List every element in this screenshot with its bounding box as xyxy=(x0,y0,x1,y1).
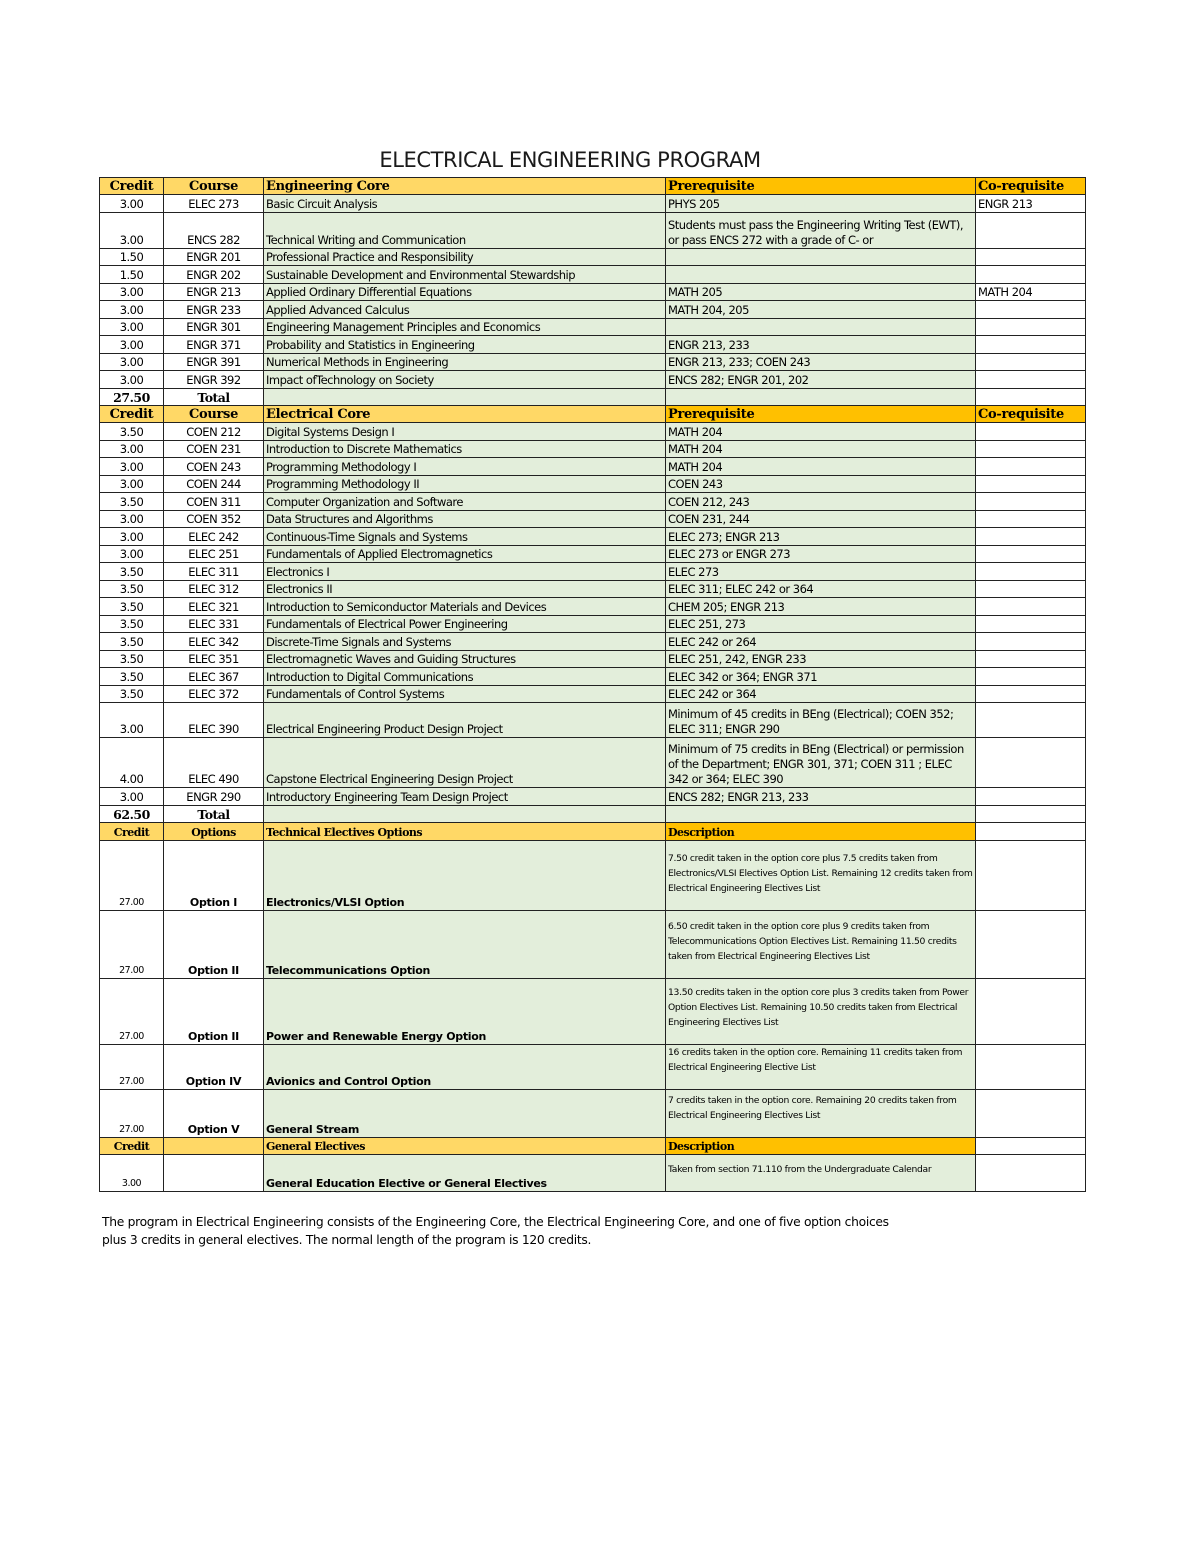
course-cell: ENGR 201 xyxy=(164,248,264,266)
empty-cell xyxy=(264,388,666,406)
header-corequisite: Co-requisite xyxy=(976,178,1086,195)
corequisite-cell xyxy=(976,510,1086,528)
course-cell: ENGR 213 xyxy=(164,283,264,301)
option-title-cell: Telecommunications Option xyxy=(264,910,666,978)
description-cell: 7.50 credit taken in the option core plus 7.5 credits taken from Electronics/VLSI Electives Option List. Remaining 12 credits taken from Electrical Engineering Electives List xyxy=(666,840,976,910)
credit-cell: 3.00 xyxy=(100,318,164,336)
credit-cell: 3.00 xyxy=(100,336,164,354)
empty-cell xyxy=(976,910,1086,978)
header-title: General Electives xyxy=(264,1137,666,1155)
total-credit: 27.50 xyxy=(100,388,164,406)
prerequisite-cell: ENCS 282; ENGR 201, 202 xyxy=(666,371,976,389)
course-row xyxy=(100,318,1086,336)
course-cell: ELEC 242 xyxy=(164,528,264,546)
page-title: ELECTRICAL ENGINEERING PROGRAM xyxy=(379,148,761,172)
corequisite-cell xyxy=(976,212,1086,248)
course-cell: ENGR 233 xyxy=(164,301,264,319)
prerequisite-cell: ELEC 273; ENGR 213 xyxy=(666,528,976,546)
course-row xyxy=(100,423,1086,441)
credit-cell: 27.00 xyxy=(100,1044,164,1089)
credit-cell: 27.00 xyxy=(100,978,164,1044)
course-cell: COEN 212 xyxy=(164,423,264,441)
course-row xyxy=(100,195,1086,213)
option-row xyxy=(100,978,1086,1044)
header-corequisite: Co-requisite xyxy=(976,406,1086,423)
option-cell: Option II xyxy=(164,978,264,1044)
corequisite-cell: ENGR 213 xyxy=(976,195,1086,213)
course-row xyxy=(100,598,1086,616)
prerequisite-cell: ELEC 273 xyxy=(666,563,976,581)
prerequisite-cell: MATH 204 xyxy=(666,423,976,441)
prerequisite-cell xyxy=(666,248,976,266)
prerequisite-cell: COEN 231, 244 xyxy=(666,510,976,528)
title-cell: Introduction to Discrete Mathematics xyxy=(264,440,666,458)
corequisite-cell xyxy=(976,493,1086,511)
prerequisite-cell: ELEC 273 or ENGR 273 xyxy=(666,545,976,563)
total-label: Total xyxy=(164,388,264,406)
corequisite-cell: MATH 204 xyxy=(976,283,1086,301)
course-row xyxy=(100,563,1086,581)
corequisite-cell xyxy=(976,563,1086,581)
course-cell: ELEC 490 xyxy=(164,738,264,788)
credit-cell: 27.00 xyxy=(100,840,164,910)
header-options xyxy=(164,1137,264,1155)
course-row xyxy=(100,668,1086,686)
header-description: Description xyxy=(666,1137,976,1155)
empty-cell xyxy=(976,978,1086,1044)
credit-cell: 3.00 xyxy=(100,371,164,389)
header-course: Course xyxy=(164,178,264,195)
title-cell: Numerical Methods in Engineering xyxy=(264,353,666,371)
header-credit: Credit xyxy=(100,406,164,423)
empty-cell xyxy=(976,1089,1086,1137)
section-header-row xyxy=(100,406,1086,423)
course-row xyxy=(100,266,1086,284)
course-row xyxy=(100,371,1086,389)
corequisite-cell xyxy=(976,301,1086,319)
prerequisite-cell: Minimum of 45 credits in BEng (Electrical); COEN 352; ELEC 311; ENGR 290 xyxy=(666,703,976,738)
course-cell: ENGR 202 xyxy=(164,266,264,284)
corequisite-cell xyxy=(976,248,1086,266)
course-row xyxy=(100,440,1086,458)
course-row xyxy=(100,458,1086,476)
empty-cell xyxy=(976,1137,1086,1155)
option-cell xyxy=(164,1155,264,1192)
option-title-cell: General Education Elective or General Electives xyxy=(264,1155,666,1192)
course-row xyxy=(100,493,1086,511)
credit-cell: 3.50 xyxy=(100,493,164,511)
corequisite-cell xyxy=(976,615,1086,633)
prerequisite-cell: ENGR 213, 233; COEN 243 xyxy=(666,353,976,371)
credit-cell: 3.50 xyxy=(100,668,164,686)
course-cell: ELEC 311 xyxy=(164,563,264,581)
header-options: Options xyxy=(164,823,264,841)
course-cell: ENGR 290 xyxy=(164,788,264,806)
empty-cell xyxy=(976,1155,1086,1192)
credit-cell: 3.00 xyxy=(100,545,164,563)
prerequisite-cell: MATH 205 xyxy=(666,283,976,301)
option-cell: Option II xyxy=(164,910,264,978)
course-row xyxy=(100,788,1086,806)
course-row xyxy=(100,528,1086,546)
prerequisite-cell: Students must pass the Engineering Writing Test (EWT), or pass ENCS 272 with a grade of C- or xyxy=(666,212,976,248)
footnote-line: plus 3 credits in general electives. The normal length of the program is 120 credits. xyxy=(102,1233,592,1247)
section-header-row xyxy=(100,823,1086,841)
course-cell: ENGR 391 xyxy=(164,353,264,371)
corequisite-cell xyxy=(976,528,1086,546)
title-cell: Data Structures and Algorithms xyxy=(264,510,666,528)
corequisite-cell xyxy=(976,353,1086,371)
corequisite-cell xyxy=(976,336,1086,354)
credit-cell: 3.00 xyxy=(100,475,164,493)
prerequisite-cell: ELEC 242 or 364 xyxy=(666,685,976,703)
title-cell: Electronics II xyxy=(264,580,666,598)
option-title-cell: General Stream xyxy=(264,1089,666,1137)
prerequisite-cell: Minimum of 75 credits in BEng (Electrical) or permission of the Department; ENGR 301, 371; COEN 311 ; ELEC 342 or 364; ELEC 390 xyxy=(666,738,976,788)
header-description: Description xyxy=(666,823,976,841)
course-cell: ENCS 282 xyxy=(164,212,264,248)
program-table xyxy=(99,177,1086,1192)
title-cell: Applied Ordinary Differential Equations xyxy=(264,283,666,301)
title-cell: Electronics I xyxy=(264,563,666,581)
credit-cell: 3.00 xyxy=(100,458,164,476)
total-label: Total xyxy=(164,805,264,823)
title-cell: Discrete-Time Signals and Systems xyxy=(264,633,666,651)
course-cell: COEN 244 xyxy=(164,475,264,493)
title-cell: Fundamentals of Control Systems xyxy=(264,685,666,703)
description-cell: 16 credits taken in the option core. Remaining 11 credits taken from Electrical Engineering Elective List xyxy=(666,1044,976,1089)
credit-cell: 3.50 xyxy=(100,598,164,616)
option-title-cell: Electronics/VLSI Option xyxy=(264,840,666,910)
course-cell: ELEC 372 xyxy=(164,685,264,703)
corequisite-cell xyxy=(976,440,1086,458)
title-cell: Sustainable Development and Environmental Stewardship xyxy=(264,266,666,284)
section-header-row xyxy=(100,178,1086,195)
option-row xyxy=(100,1155,1086,1192)
prerequisite-cell: MATH 204, 205 xyxy=(666,301,976,319)
header-prerequisite: Prerequisite xyxy=(666,178,976,195)
credit-cell: 3.50 xyxy=(100,633,164,651)
empty-cell xyxy=(976,1044,1086,1089)
corequisite-cell xyxy=(976,318,1086,336)
prerequisite-cell xyxy=(666,318,976,336)
course-row xyxy=(100,545,1086,563)
corequisite-cell xyxy=(976,668,1086,686)
credit-cell: 27.00 xyxy=(100,910,164,978)
title-cell: Capstone Electrical Engineering Design Project xyxy=(264,738,666,788)
header-title: Engineering Core xyxy=(264,178,666,195)
credit-cell: 3.50 xyxy=(100,563,164,581)
title-cell: Electromagnetic Waves and Guiding Structures xyxy=(264,650,666,668)
prerequisite-cell xyxy=(666,266,976,284)
course-cell: COEN 231 xyxy=(164,440,264,458)
prerequisite-cell: ENCS 282; ENGR 213, 233 xyxy=(666,788,976,806)
corequisite-cell xyxy=(976,738,1086,788)
credit-cell: 3.00 xyxy=(100,1155,164,1192)
empty-cell xyxy=(264,805,666,823)
title-cell: Computer Organization and Software xyxy=(264,493,666,511)
corequisite-cell xyxy=(976,685,1086,703)
course-row xyxy=(100,633,1086,651)
description-cell: 13.50 credits taken in the option core plus 3 credits taken from Power Option Electives List. Remaining 10.50 credits taken from Electrical Engineering Electives List xyxy=(666,978,976,1044)
course-cell: ELEC 331 xyxy=(164,615,264,633)
credit-cell: 3.00 xyxy=(100,788,164,806)
total-row xyxy=(100,388,1086,406)
option-cell: Option V xyxy=(164,1089,264,1137)
course-cell: ENGR 301 xyxy=(164,318,264,336)
corequisite-cell xyxy=(976,266,1086,284)
corequisite-cell xyxy=(976,545,1086,563)
course-row xyxy=(100,650,1086,668)
empty-cell xyxy=(976,805,1086,823)
title-cell: Probability and Statistics in Engineering xyxy=(264,336,666,354)
title-cell: Fundamentals of Applied Electromagnetics xyxy=(264,545,666,563)
corequisite-cell xyxy=(976,580,1086,598)
option-row xyxy=(100,1089,1086,1137)
prerequisite-cell: ENGR 213, 233 xyxy=(666,336,976,354)
empty-cell xyxy=(976,840,1086,910)
empty-cell xyxy=(666,805,976,823)
empty-cell xyxy=(976,388,1086,406)
credit-cell: 1.50 xyxy=(100,266,164,284)
corequisite-cell xyxy=(976,598,1086,616)
title-cell: Professional Practice and Responsibility xyxy=(264,248,666,266)
title-cell: Electrical Engineering Product Design Project xyxy=(264,703,666,738)
prerequisite-cell: ELEC 251, 242, ENGR 233 xyxy=(666,650,976,668)
header-credit: Credit xyxy=(100,823,164,841)
title-cell: Basic Circuit Analysis xyxy=(264,195,666,213)
credit-cell: 3.00 xyxy=(100,283,164,301)
course-row xyxy=(100,685,1086,703)
credit-cell: 3.00 xyxy=(100,510,164,528)
credit-cell: 27.00 xyxy=(100,1089,164,1137)
prerequisite-cell: COEN 243 xyxy=(666,475,976,493)
description-cell: 7 credits taken in the option core. Remaining 20 credits taken from Electrical Engineering Electives List xyxy=(666,1089,976,1137)
corequisite-cell xyxy=(976,371,1086,389)
credit-cell: 3.00 xyxy=(100,195,164,213)
title-cell: Programming Methodology II xyxy=(264,475,666,493)
title-cell: Impact ofTechnology on Society xyxy=(264,371,666,389)
course-row xyxy=(100,248,1086,266)
program-footnote xyxy=(102,1213,1002,1249)
option-title-cell: Avionics and Control Option xyxy=(264,1044,666,1089)
title-cell: Continuous-Time Signals and Systems xyxy=(264,528,666,546)
course-cell: ENGR 371 xyxy=(164,336,264,354)
header-title: Electrical Core xyxy=(264,406,666,423)
option-row xyxy=(100,1044,1086,1089)
credit-cell: 3.50 xyxy=(100,580,164,598)
course-row xyxy=(100,703,1086,738)
prerequisite-cell: ELEC 242 or 264 xyxy=(666,633,976,651)
corequisite-cell xyxy=(976,650,1086,668)
prerequisite-cell: COEN 212, 243 xyxy=(666,493,976,511)
description-cell: Taken from section 71.110 from the Undergraduate Calendar xyxy=(666,1155,976,1192)
credit-cell: 3.00 xyxy=(100,212,164,248)
title-cell: Engineering Management Principles and Economics xyxy=(264,318,666,336)
course-cell: ELEC 342 xyxy=(164,633,264,651)
corequisite-cell xyxy=(976,423,1086,441)
option-cell: Option IV xyxy=(164,1044,264,1089)
course-row xyxy=(100,738,1086,788)
header-credit: Credit xyxy=(100,1137,164,1155)
course-cell: ELEC 351 xyxy=(164,650,264,668)
course-row xyxy=(100,510,1086,528)
prerequisite-cell: ELEC 342 or 364; ENGR 371 xyxy=(666,668,976,686)
course-row xyxy=(100,336,1086,354)
corequisite-cell xyxy=(976,475,1086,493)
empty-cell xyxy=(666,388,976,406)
prerequisite-cell: ELEC 311; ELEC 242 or 364 xyxy=(666,580,976,598)
credit-cell: 3.00 xyxy=(100,353,164,371)
course-row xyxy=(100,283,1086,301)
course-cell: ENGR 392 xyxy=(164,371,264,389)
course-cell: COEN 243 xyxy=(164,458,264,476)
credit-cell: 4.00 xyxy=(100,738,164,788)
header-title: Technical Electives Options xyxy=(264,823,666,841)
course-cell: ELEC 367 xyxy=(164,668,264,686)
course-row xyxy=(100,301,1086,319)
total-credit: 62.50 xyxy=(100,805,164,823)
credit-cell: 3.00 xyxy=(100,528,164,546)
prerequisite-cell: MATH 204 xyxy=(666,458,976,476)
option-row xyxy=(100,910,1086,978)
course-cell: ELEC 273 xyxy=(164,195,264,213)
title-cell: Fundamentals of Electrical Power Engineering xyxy=(264,615,666,633)
total-row xyxy=(100,805,1086,823)
option-row xyxy=(100,840,1086,910)
credit-cell: 3.00 xyxy=(100,703,164,738)
credit-cell: 1.50 xyxy=(100,248,164,266)
credit-cell: 3.00 xyxy=(100,440,164,458)
footnote-line: The program in Electrical Engineering consists of the Engineering Core, the Electrical Engineering Core, and one of five option choices xyxy=(102,1215,889,1229)
course-cell: COEN 311 xyxy=(164,493,264,511)
header-course: Course xyxy=(164,406,264,423)
course-row xyxy=(100,615,1086,633)
course-row xyxy=(100,353,1086,371)
corequisite-cell xyxy=(976,633,1086,651)
course-cell: ELEC 390 xyxy=(164,703,264,738)
credit-cell: 3.50 xyxy=(100,650,164,668)
prerequisite-cell: MATH 204 xyxy=(666,440,976,458)
course-cell: ELEC 312 xyxy=(164,580,264,598)
credit-cell: 3.50 xyxy=(100,615,164,633)
course-row xyxy=(100,580,1086,598)
prerequisite-cell: PHYS 205 xyxy=(666,195,976,213)
credit-cell: 3.50 xyxy=(100,685,164,703)
credit-cell: 3.50 xyxy=(100,423,164,441)
course-row xyxy=(100,212,1086,248)
header-credit: Credit xyxy=(100,178,164,195)
option-cell: Option I xyxy=(164,840,264,910)
corequisite-cell xyxy=(976,458,1086,476)
course-cell: ELEC 321 xyxy=(164,598,264,616)
title-cell: Introductory Engineering Team Design Project xyxy=(264,788,666,806)
title-cell: Technical Writing and Communication xyxy=(264,212,666,248)
prerequisite-cell: ELEC 251, 273 xyxy=(666,615,976,633)
corequisite-cell xyxy=(976,788,1086,806)
title-cell: Introduction to Semiconductor Materials and Devices xyxy=(264,598,666,616)
corequisite-cell xyxy=(976,703,1086,738)
title-cell: Digital Systems Design I xyxy=(264,423,666,441)
description-cell: 6.50 credit taken in the option core plus 9 credits taken from Telecommunications Option Electives List. Remaining 11.50 credits taken from Electrical Engineering Electives List xyxy=(666,910,976,978)
course-row xyxy=(100,475,1086,493)
credit-cell: 3.00 xyxy=(100,301,164,319)
section-header-row xyxy=(100,1137,1086,1155)
title-cell: Introduction to Digital Communications xyxy=(264,668,666,686)
prerequisite-cell: CHEM 205; ENGR 213 xyxy=(666,598,976,616)
title-cell: Applied Advanced Calculus xyxy=(264,301,666,319)
empty-cell xyxy=(976,823,1086,841)
header-prerequisite: Prerequisite xyxy=(666,406,976,423)
title-cell: Programming Methodology I xyxy=(264,458,666,476)
course-cell: COEN 352 xyxy=(164,510,264,528)
course-cell: ELEC 251 xyxy=(164,545,264,563)
option-title-cell: Power and Renewable Energy Option xyxy=(264,978,666,1044)
